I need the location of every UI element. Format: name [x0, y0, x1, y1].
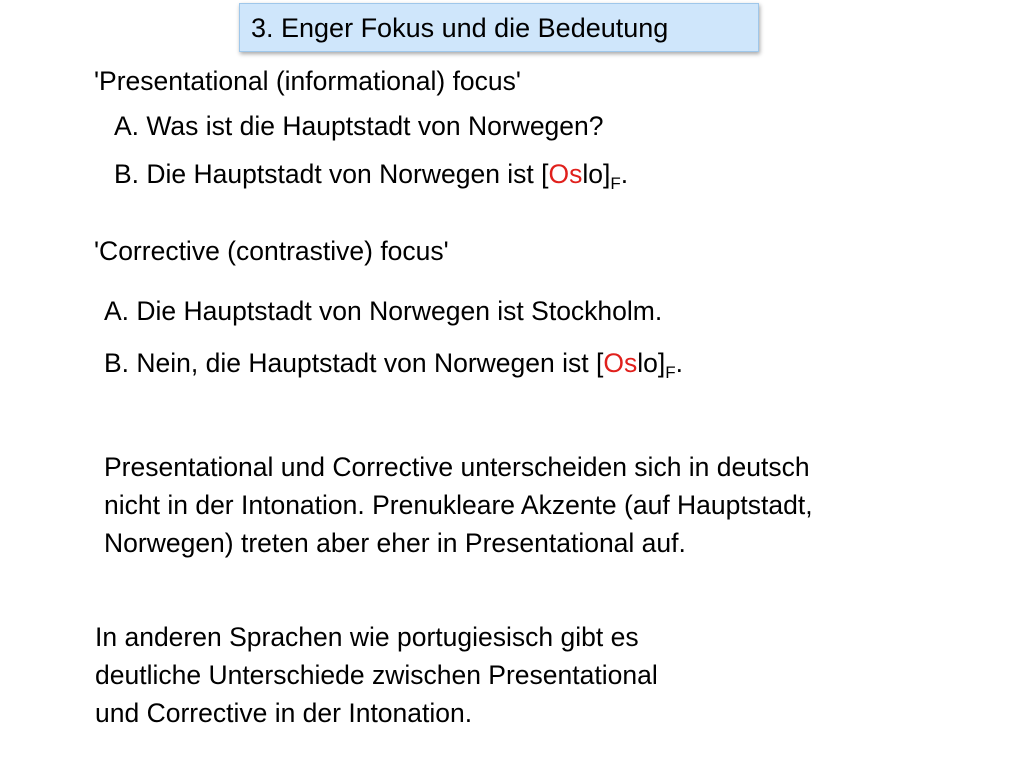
presentational-heading: 'Presentational (informational) focus' — [94, 66, 521, 96]
corrective-heading: 'Corrective (contrastive) focus' — [94, 236, 449, 266]
corrective-focus-accent: Os — [603, 348, 638, 378]
presentational-focus-accent: Os — [548, 159, 583, 189]
paragraph-2-line-1: In anderen Sprachen wie portugiesisch gibt es — [95, 622, 639, 652]
slide-title: 3. Enger Fokus und die Bedeutung — [251, 13, 669, 43]
corrective-line-b-end: . — [675, 348, 683, 378]
corrective-line-b — [104, 346, 683, 380]
paragraph-2-line-3: und Corrective in der Intonation. — [95, 698, 473, 728]
presentational-line-b — [114, 157, 628, 191]
slide-title-box — [239, 3, 759, 52]
paragraph-2-line-2: deutliche Unterschiede zwischen Presentational — [95, 660, 658, 690]
paragraph-1-line-1: Presentational und Corrective unterscheiden sich in deutsch — [104, 452, 810, 482]
paragraph-1-line-2: nicht in der Intonation. Prenukleare Akzente (auf Hauptstadt, — [104, 490, 813, 520]
paragraph-1-line-3: Norwegen) treten aber eher in Presentational auf. — [104, 528, 686, 558]
corrective-line-a: A. Die Hauptstadt von Norwegen ist Stockholm. — [104, 296, 663, 326]
presentational-focus-subscript: F — [610, 174, 621, 193]
presentational-line-b-end: . — [620, 159, 629, 189]
corrective-line-b-rest: lo] — [637, 348, 666, 378]
presentational-line-b-prefix: B. Die Hauptstadt von Norwegen ist [ — [114, 159, 549, 189]
corrective-line-b-prefix: B. Nein, die Hauptstadt von Norwegen ist [ — [104, 348, 604, 378]
presentational-line-b-rest: lo] — [582, 159, 611, 189]
presentational-line-a: A. Was ist die Hauptstadt von Norwegen? — [114, 111, 604, 141]
corrective-focus-subscript: F — [665, 363, 676, 382]
paragraph-other-languages — [95, 618, 658, 732]
paragraph-intonation-german — [104, 448, 813, 562]
